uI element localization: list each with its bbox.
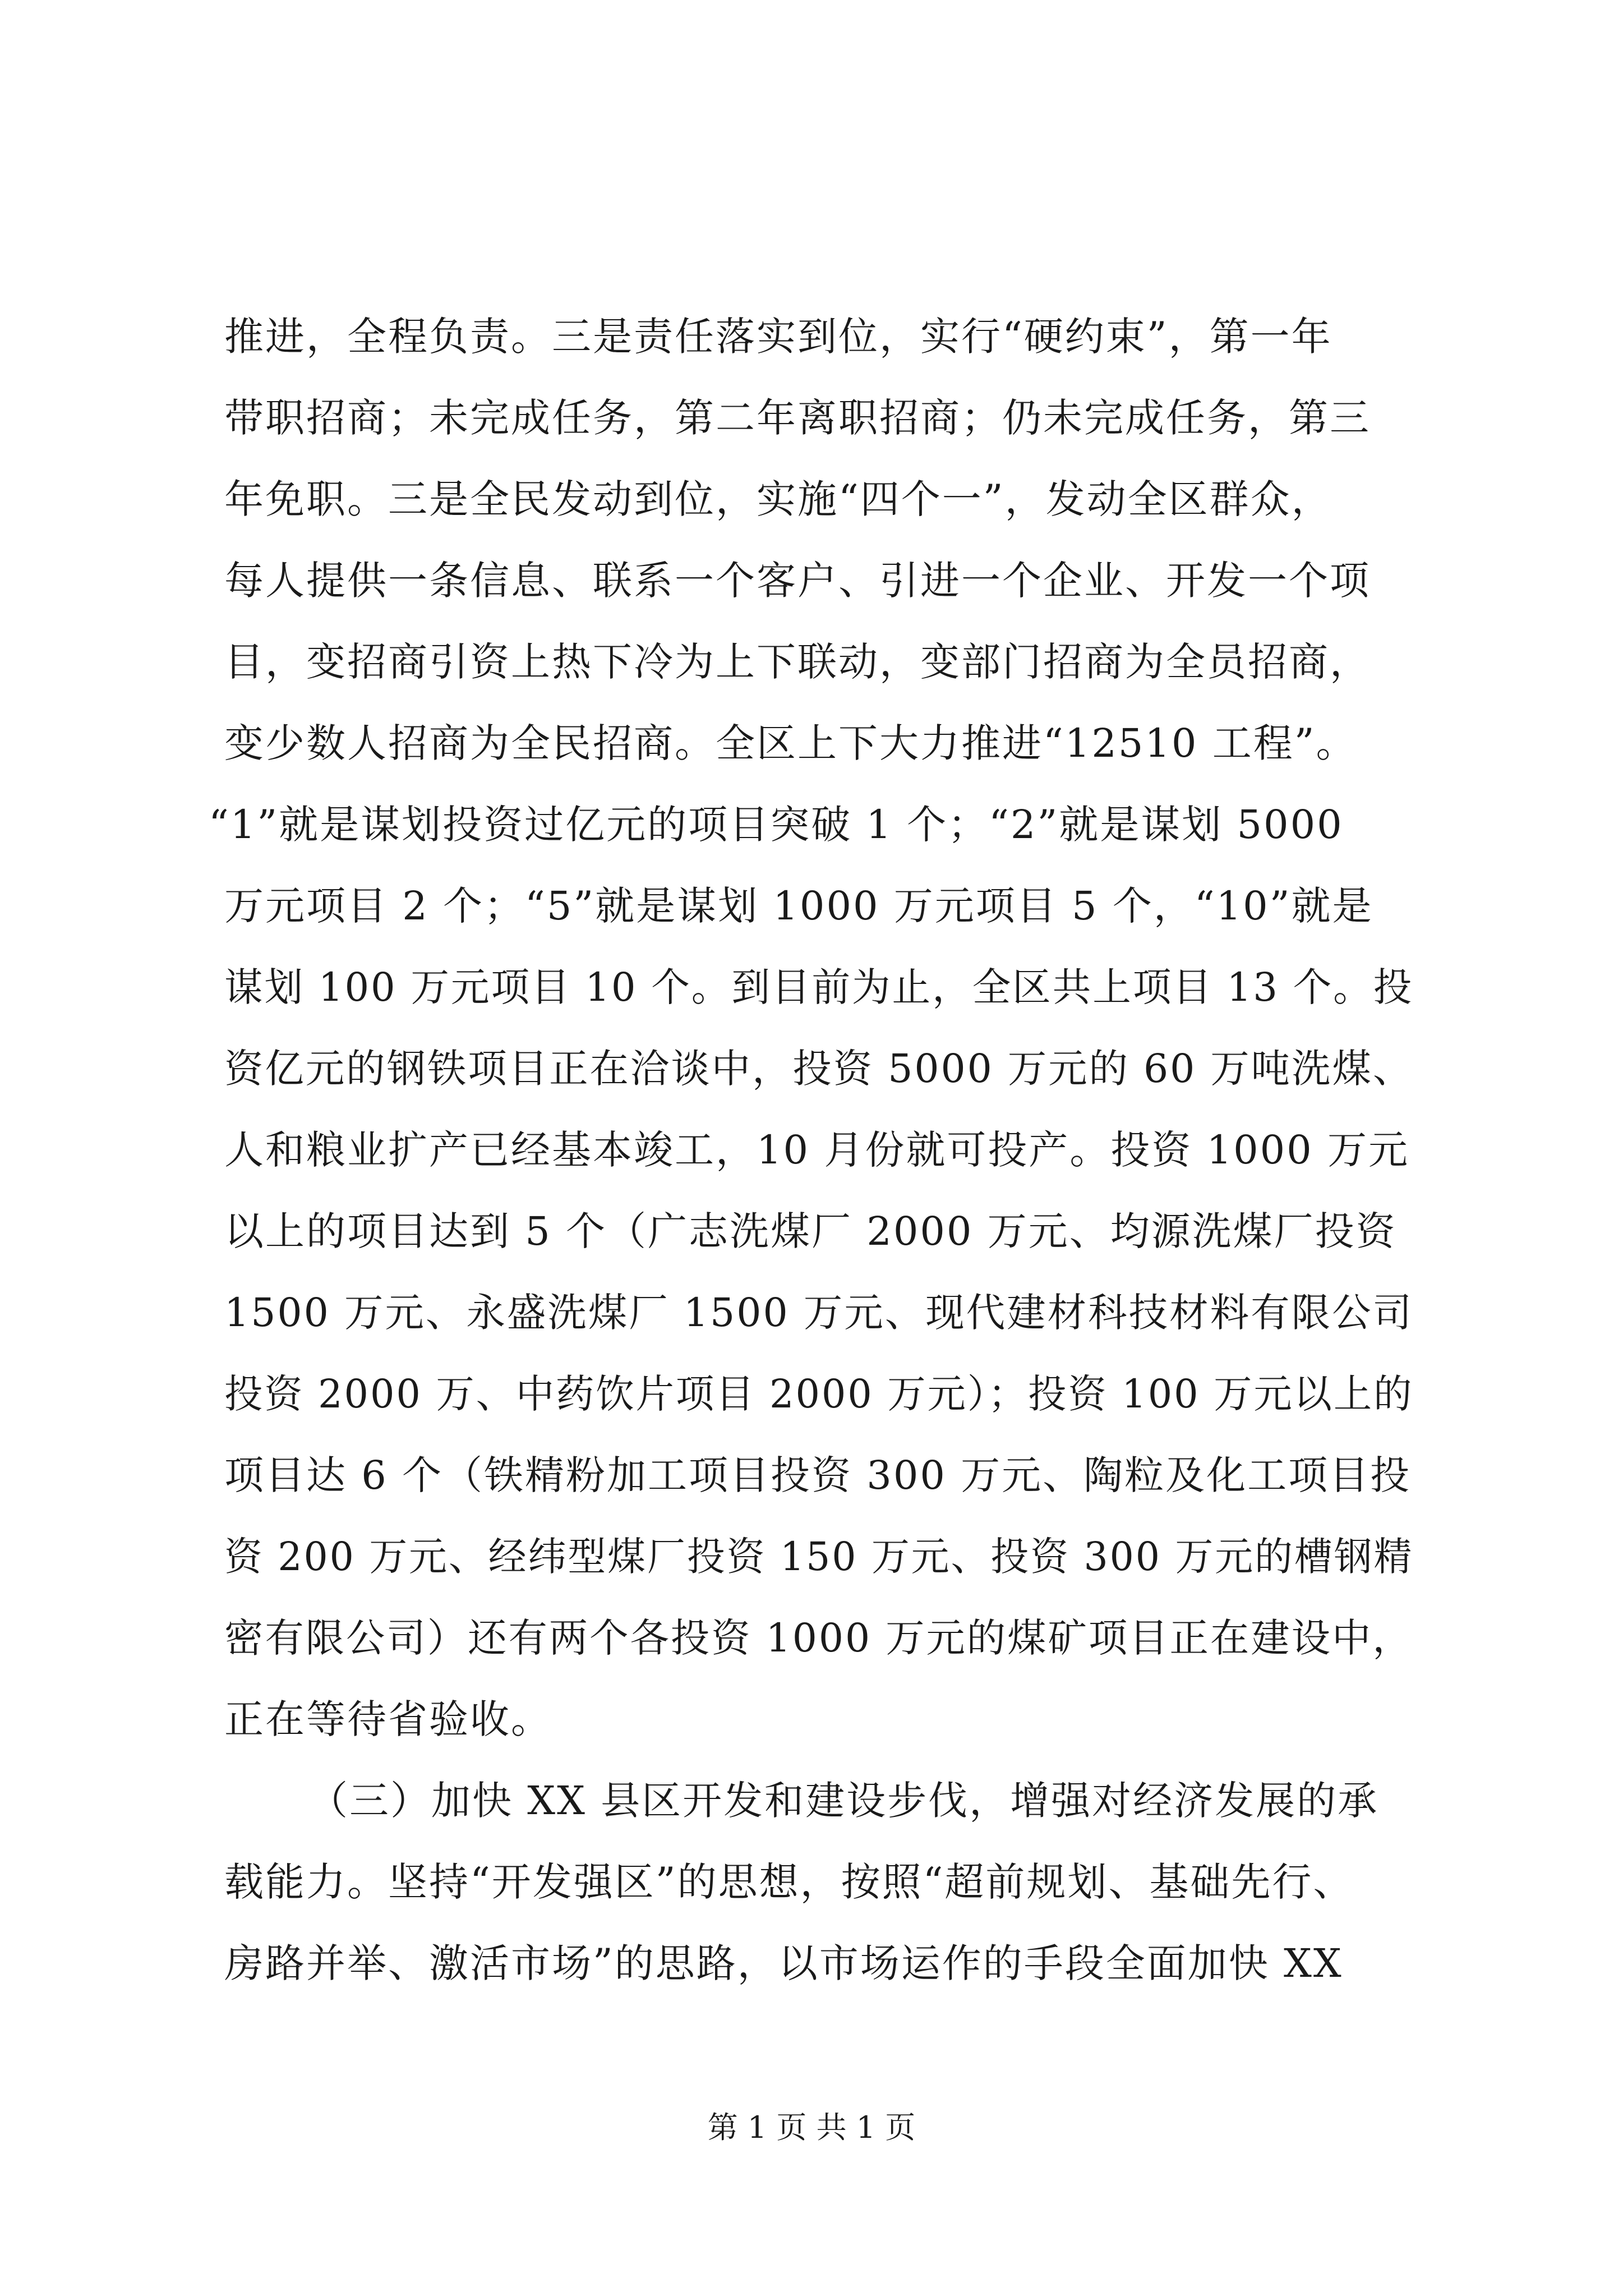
page-footer: 第 1 页 共 1 页: [707, 2110, 916, 2145]
body-text-line: 目，变招商引资上热下冷为上下联动，变部门招商为全员招商，: [224, 639, 1371, 685]
body-text-line: 以上的项目达到 5 个（广志洗煤厂 2000 万元、均源洗煤厂投资: [224, 1208, 1397, 1254]
body-text-line: 载能力。坚持“开发强区”的思想，按照“超前规划、基础先行、: [224, 1859, 1354, 1905]
body-text-line: 投资 2000 万、中药饮片项目 2000 万元）；投资 100 万元以上的: [224, 1371, 1414, 1417]
body-text-line: 项目达 6 个（铁精粉加工项目投资 300 万元、陶粒及化工项目投: [224, 1452, 1412, 1498]
body-text-line: 带职招商；未完成任务，第二年离职招商；仍未完成任务，第三: [224, 395, 1371, 441]
body-text-line: 每人提供一条信息、联系一个客户、引进一个企业、开发一个项: [224, 558, 1371, 604]
section-heading-line: （三）加快 XX 县区开发和建设步伐，增强对经济发展的承: [308, 1778, 1379, 1824]
body-text-line: “1”就是谋划投资过亿元的项目突破 1 个；“2”就是谋划 5000: [209, 802, 1344, 848]
body-text-line: 谋划 100 万元项目 10 个。到目前为止，全区共上项目 13 个。投: [224, 964, 1414, 1010]
body-text-line: 万元项目 2 个；“5”就是谋划 1000 万元项目 5 个，“10”就是: [224, 883, 1373, 929]
body-text-line: 人和粮业扩产已经基本竣工，10 月份就可投产。投资 1000 万元: [224, 1127, 1409, 1173]
body-text-line: 密有限公司）还有两个各投资 1000 万元的煤矿项目正在建设中，: [224, 1615, 1413, 1661]
body-text-line: 房路并举、激活市场”的思路，以市场运作的手段全面加快 XX: [224, 1940, 1343, 1986]
body-text-line: 推进，全程负责。三是责任落实到位，实行“硬约束”，第一年: [224, 314, 1332, 360]
body-text-line: 资 200 万元、经纬型煤厂投资 150 万元、投资 300 万元的槽钢精: [224, 1534, 1414, 1580]
body-text-line: 变少数人招商为全民招商。全区上下大力推进“12510 工程”。: [224, 720, 1357, 766]
body-text-line: 资亿元的钢铁项目正在洽谈中，投资 5000 万元的 60 万吨洗煤、: [224, 1046, 1414, 1092]
body-text-line: 1500 万元、永盛洗煤厂 1500 万元、现代建材科技材料有限公司: [224, 1290, 1414, 1336]
body-text-line: 正在等待省验收。: [224, 1696, 552, 1742]
body-text-line: 年免职。三是全民发动到位，实施“四个一”，发动全区群众，: [224, 476, 1332, 522]
